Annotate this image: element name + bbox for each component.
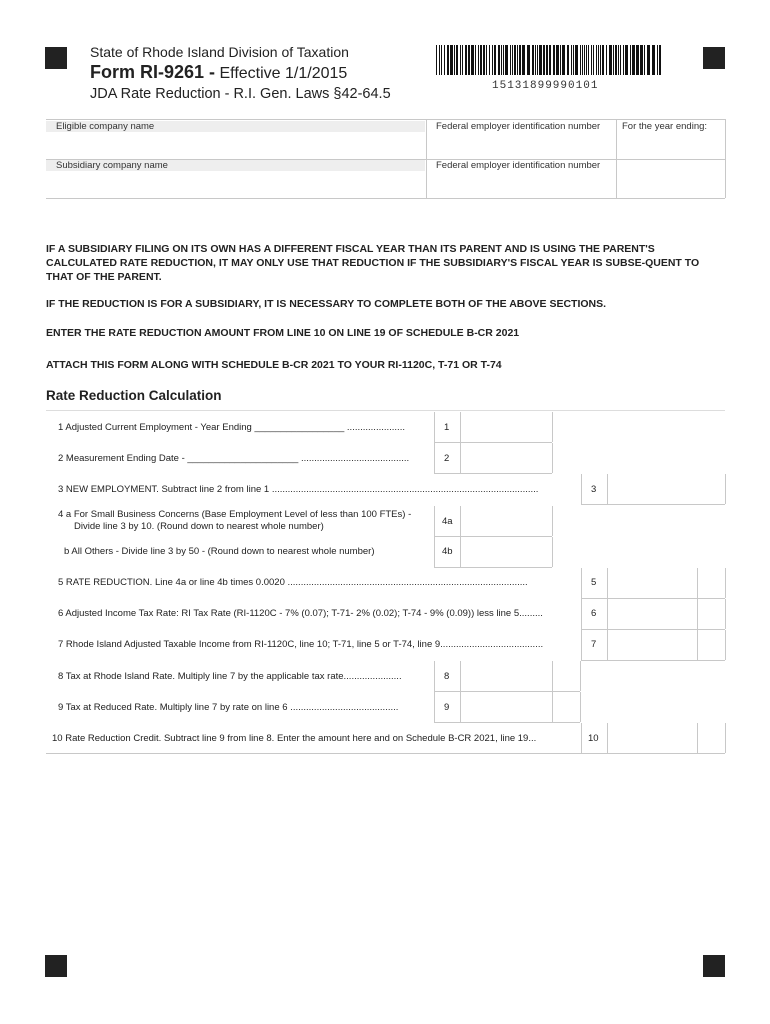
grid-line [581, 723, 582, 753]
line-5-input[interactable] [608, 569, 696, 597]
line-2-input[interactable] [461, 444, 551, 472]
grid-line [697, 568, 698, 598]
subsidiary-ein-input[interactable] [427, 173, 615, 197]
instruction-enter-rate-reduction: ENTER THE RATE REDUCTION AMOUNT FROM LINE 10 ON LINE 19 OF SCHEDULE B-CR 2021 [46, 327, 520, 339]
grid-line [581, 598, 725, 599]
subsidiary-year-input[interactable] [617, 173, 724, 197]
line-2-number: 2 [444, 453, 450, 464]
grid-line [552, 692, 553, 722]
form-number: Form RI-9261 - [90, 62, 216, 82]
line-10-number: 10 [588, 733, 599, 744]
registration-mark-top-right [703, 47, 725, 69]
barcode-number: 15131899990101 [492, 80, 599, 92]
subsidiary-company-input[interactable] [46, 173, 425, 197]
grid-line [581, 629, 725, 630]
grid-line [46, 198, 725, 199]
grid-line [552, 443, 553, 473]
grid-line [580, 692, 581, 722]
grid-line [581, 599, 582, 629]
grid-line [725, 723, 726, 753]
grid-line [725, 599, 726, 629]
instruction-subsidiary-fiscal-year: IF A SUBSIDIARY FILING ON ITS OWN HAS A DIFFERENT FISCAL YEAR THAN ITS PARENT AND IS USING THE PARENT'S CALCULATED RATE REDUCTION, IT MAY ONLY USE THAT REDUCTION IF THE SUBSIDIARY'S FISCAL YEAR IS SUBSE-QUENT TO THAT OF THE PARENT. [46, 243, 700, 283]
grid-line [434, 536, 552, 537]
line-5-label: 5 RATE REDUCTION. Line 4a or line 4b times 0.0020 ........................................................................................... [58, 577, 528, 588]
grid-line [552, 661, 553, 691]
line-4a-label-1: 4 a For Small Business Concerns (Base Employment Level of less than 100 FTEs) - [58, 509, 412, 520]
grid-line [725, 119, 726, 198]
form-subtitle: JDA Rate Reduction - R.I. Gen. Laws §42-64.5 [90, 86, 391, 102]
grid-line [434, 661, 435, 691]
registration-mark-bottom-left [45, 955, 67, 977]
grid-line [725, 568, 726, 598]
agency-name: State of Rhode Island Division of Taxation [90, 44, 349, 60]
eligible-company-label: Eligible company name [46, 121, 425, 132]
line-8-input[interactable] [461, 662, 551, 690]
grid-line [434, 691, 580, 692]
grid-line [580, 661, 581, 691]
grid-line [46, 753, 725, 754]
grid-line [434, 473, 552, 474]
line-1-number: 1 [444, 422, 450, 433]
grid-line [581, 474, 582, 504]
instruction-subsidiary-both-sections: IF THE REDUCTION IS FOR A SUBSIDIARY, IT IS NECESSARY TO COMPLETE BOTH OF THE ABOVE SECTIONS. [46, 298, 607, 310]
line-4b-number: 4b [442, 546, 453, 557]
grid-line [725, 474, 726, 504]
grid-line [581, 504, 725, 505]
grid-line [434, 412, 435, 442]
line-4b-input[interactable] [461, 538, 551, 566]
line-9-label: 9 Tax at Reduced Rate. Multiply line 7 by rate on line 6 ......................................... [58, 702, 399, 713]
line-9-number: 9 [444, 702, 450, 713]
line-8-label: 8 Tax at Rhode Island Rate. Multiply line 7 by the applicable tax rate...................... [58, 671, 402, 682]
grid-line [552, 506, 553, 536]
grid-line [697, 599, 698, 629]
eligible-company-input[interactable] [46, 134, 425, 158]
line-10-label: 10 Rate Reduction Credit. Subtract line 9 from line 8. Enter the amount here and on Schedule B-CR 2021, line 19... [52, 733, 537, 744]
grid-line [552, 412, 553, 442]
line-5-number: 5 [591, 577, 597, 588]
grid-line [434, 537, 435, 567]
year-ending-input[interactable] [617, 134, 724, 158]
line-7-number: 7 [591, 639, 597, 650]
year-ending-label: For the year ending: [622, 121, 708, 132]
grid-line [434, 442, 552, 443]
grid-line [725, 630, 726, 660]
line-4a-input[interactable] [461, 507, 551, 535]
line-3-number: 3 [591, 484, 597, 495]
line-6-number: 6 [591, 608, 597, 619]
line-3-label: 3 NEW EMPLOYMENT. Subtract line 2 from line 1 ..................................................................................................... [58, 484, 539, 495]
line-8-number: 8 [444, 671, 450, 682]
subsidiary-ein-label: Federal employer identification number [436, 160, 601, 171]
line-9-input[interactable] [461, 693, 551, 721]
grid-line [581, 660, 725, 661]
line-1-label: 1 Adjusted Current Employment - Year Ending _________________ ...................... [58, 422, 405, 433]
barcode-image [436, 45, 662, 75]
grid-line [552, 537, 553, 567]
registration-mark-bottom-right [703, 955, 725, 977]
line-7-input[interactable] [608, 631, 696, 659]
grid-line [434, 722, 580, 723]
grid-line [581, 568, 582, 598]
line-3-input[interactable] [608, 475, 724, 503]
line-6-input[interactable] [608, 600, 696, 628]
line-4a-number: 4a [442, 516, 453, 527]
line-6-label: 6 Adjusted Income Tax Rate: RI Tax Rate (RI-1120C - 7% (0.07); T-71- 2% (0.02); T-74 - 9% (0.09)) less line 5......... [58, 608, 543, 619]
effective-date: Effective 1/1/2015 [219, 65, 348, 82]
line-10-input[interactable] [608, 724, 696, 752]
line-4a-label-2: Divide line 3 by 10. (Round down to nearest whole number) [74, 521, 324, 532]
grid-line [434, 506, 435, 536]
grid-line [697, 630, 698, 660]
subsidiary-company-label: Subsidiary company name [46, 160, 425, 171]
grid-line [697, 723, 698, 753]
grid-line [434, 567, 552, 568]
grid-line [46, 119, 725, 120]
grid-line [581, 630, 582, 660]
instruction-attach-form: ATTACH THIS FORM ALONG WITH SCHEDULE B-CR 2021 TO YOUR RI-1120C, T-71 OR T-74 [46, 359, 502, 371]
grid-line [434, 443, 435, 473]
federal-ein-label: Federal employer identification number [436, 121, 601, 132]
line-4b-label: b All Others - Divide line 3 by 50 - (Round down to nearest whole number) [64, 546, 375, 557]
grid-line [434, 692, 435, 722]
registration-mark-top-left [45, 47, 67, 69]
form-title [90, 62, 347, 83]
line-7-label: 7 Rhode Island Adjusted Taxable Income from RI-1120C, line 10; T-71, line 5 or T-74, line 9....................................... [58, 639, 544, 650]
line-2-label: 2 Measurement Ending Date - _____________________ ......................................... [58, 453, 410, 464]
line-1-input[interactable] [461, 413, 551, 441]
eligible-ein-input[interactable] [427, 134, 615, 158]
grid-line [46, 410, 725, 411]
section-title: Rate Reduction Calculation [46, 388, 222, 403]
